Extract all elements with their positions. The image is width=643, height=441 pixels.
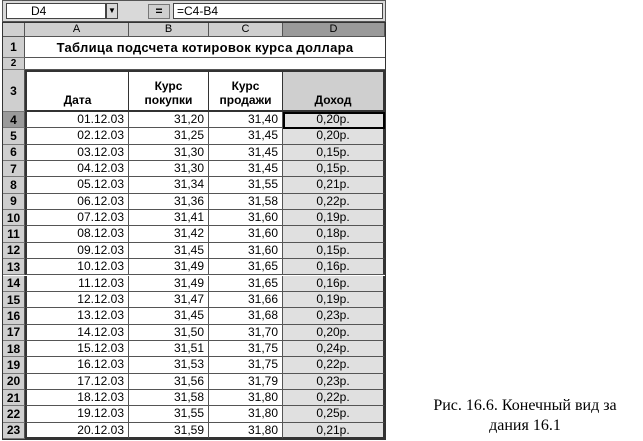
cell-income[interactable]: 0,19р. [283, 292, 385, 308]
cell-date[interactable]: 02.12.03 [25, 128, 129, 144]
cell-buy-rate[interactable]: 31,59 [129, 423, 209, 439]
cell-income[interactable]: 0,19р. [283, 210, 385, 226]
row-header-7[interactable]: 7 [3, 161, 25, 177]
cell-sell-rate[interactable]: 31,60 [209, 210, 283, 226]
cell-sell-rate[interactable]: 31,80 [209, 406, 283, 422]
cell-sell-rate[interactable]: 31,80 [209, 390, 283, 406]
row-header-14[interactable]: 14 [3, 276, 25, 292]
cell-income[interactable]: 0,23р. [283, 374, 385, 390]
cell-date[interactable]: 06.12.03 [25, 194, 129, 210]
cell-sell-rate[interactable]: 31,60 [209, 226, 283, 242]
cell-date[interactable]: 05.12.03 [25, 177, 129, 193]
column-header-c[interactable]: C [209, 23, 283, 37]
row-header-22[interactable]: 22 [3, 406, 25, 422]
cell-sell-rate[interactable]: 31,65 [209, 259, 283, 275]
name-box[interactable]: D4 [6, 3, 106, 19]
cell-date[interactable]: 08.12.03 [25, 226, 129, 242]
row-header-3[interactable]: 3 [3, 70, 25, 112]
cell-buy-rate[interactable]: 31,49 [129, 276, 209, 292]
cell-buy-rate[interactable]: 31,55 [129, 406, 209, 422]
column-header-a[interactable]: A [25, 23, 129, 37]
cell-date[interactable]: 20.12.03 [25, 423, 129, 439]
select-all-corner[interactable] [3, 23, 25, 37]
cell-date[interactable]: 17.12.03 [25, 374, 129, 390]
cell-sell-rate[interactable]: 31,70 [209, 325, 283, 341]
cell-sell-rate[interactable]: 31,45 [209, 145, 283, 161]
cell-sell-rate[interactable]: 31,75 [209, 357, 283, 373]
cell-date[interactable]: 13.12.03 [25, 308, 129, 324]
header-buy-rate[interactable]: Курс покупки [129, 70, 209, 112]
row-header-21[interactable]: 21 [3, 390, 25, 406]
cell-sell-rate[interactable]: 31,45 [209, 161, 283, 177]
blank-row[interactable] [25, 58, 385, 70]
row-header-1[interactable]: 1 [3, 37, 25, 58]
cell-income[interactable]: 0,20р. [283, 325, 385, 341]
cell-date[interactable]: 04.12.03 [25, 161, 129, 177]
cell-sell-rate[interactable]: 31,68 [209, 308, 283, 324]
row-header-10[interactable]: 10 [3, 210, 25, 226]
row-header-23[interactable]: 23 [3, 423, 25, 439]
cell-date[interactable]: 09.12.03 [25, 243, 129, 259]
cell-buy-rate[interactable]: 31,56 [129, 374, 209, 390]
cell-income[interactable]: 0,22р. [283, 357, 385, 373]
cell-sell-rate[interactable]: 31,75 [209, 341, 283, 357]
cell-sell-rate[interactable]: 31,55 [209, 177, 283, 193]
row-header-8[interactable]: 8 [3, 177, 25, 193]
formula-input[interactable]: =C4-B4 [173, 3, 383, 19]
edit-formula-button[interactable]: = [148, 4, 170, 19]
row-header-12[interactable]: 12 [3, 243, 25, 259]
cell-income[interactable]: 0,15р. [283, 145, 385, 161]
cell-income[interactable]: 0,24р. [283, 341, 385, 357]
row-header-13[interactable]: 13 [3, 259, 25, 275]
cell-date[interactable]: 19.12.03 [25, 406, 129, 422]
cell-date[interactable]: 12.12.03 [25, 292, 129, 308]
cell-buy-rate[interactable]: 31,45 [129, 243, 209, 259]
cell-income[interactable]: 0,22р. [283, 194, 385, 210]
row-header-17[interactable]: 17 [3, 325, 25, 341]
spreadsheet-grid [2, 22, 386, 440]
caption-line-2: дания 16.1 [489, 417, 561, 434]
cell-buy-rate[interactable]: 31,47 [129, 292, 209, 308]
cell-buy-rate[interactable]: 31,34 [129, 177, 209, 193]
cell-buy-rate[interactable]: 31,30 [129, 161, 209, 177]
cell-buy-rate[interactable]: 31,30 [129, 145, 209, 161]
row-header-19[interactable]: 19 [3, 357, 25, 373]
cell-income[interactable]: 0,16р. [283, 259, 385, 275]
cell-sell-rate[interactable]: 31,58 [209, 194, 283, 210]
cell-income[interactable]: 0,16р. [283, 276, 385, 292]
row-header-16[interactable]: 16 [3, 308, 25, 324]
cell-income[interactable]: 0,22р. [283, 390, 385, 406]
header-date[interactable]: Дата [25, 70, 129, 112]
cell-income[interactable]: 0,20р. [283, 128, 385, 144]
cell-income[interactable]: 0,21р. [283, 177, 385, 193]
cell-buy-rate[interactable]: 31,36 [129, 194, 209, 210]
cell-income[interactable]: 0,15р. [283, 161, 385, 177]
cell-date[interactable]: 07.12.03 [25, 210, 129, 226]
figure-caption [408, 396, 642, 436]
cell-buy-rate[interactable]: 31,20 [129, 112, 209, 128]
cell-sell-rate[interactable]: 31,65 [209, 276, 283, 292]
cell-income[interactable]: 0,21р. [283, 423, 385, 439]
cell-sell-rate[interactable]: 31,79 [209, 374, 283, 390]
cell-sell-rate[interactable]: 31,80 [209, 423, 283, 439]
cell-buy-rate[interactable]: 31,51 [129, 341, 209, 357]
formula-bar [2, 0, 386, 22]
caption-line-1: Рис. 16.6. Конечный вид за [433, 397, 617, 414]
row-header-5[interactable]: 5 [3, 128, 25, 144]
sheet-title[interactable]: Таблица подсчета котировок курса доллара [25, 37, 385, 58]
cell-date[interactable]: 03.12.03 [25, 145, 129, 161]
header-income[interactable]: Доход [283, 70, 385, 112]
cell-sell-rate[interactable]: 31,60 [209, 243, 283, 259]
cell-sell-rate[interactable]: 31,66 [209, 292, 283, 308]
cell-date[interactable]: 16.12.03 [25, 357, 129, 373]
cell-date[interactable]: 14.12.03 [25, 325, 129, 341]
cell-buy-rate[interactable]: 31,25 [129, 128, 209, 144]
row-header-6[interactable]: 6 [3, 145, 25, 161]
cell-buy-rate[interactable]: 31,53 [129, 357, 209, 373]
cell-date[interactable]: 18.12.03 [25, 390, 129, 406]
cell-income[interactable]: 0,25р. [283, 406, 385, 422]
cell-buy-rate[interactable]: 31,45 [129, 308, 209, 324]
cell-income[interactable]: 0,15р. [283, 243, 385, 259]
cell-buy-rate[interactable]: 31,58 [129, 390, 209, 406]
cell-sell-rate[interactable]: 31,40 [209, 112, 283, 128]
cell-buy-rate[interactable]: 31,49 [129, 259, 209, 275]
row-header-20[interactable]: 20 [3, 374, 25, 390]
cell-date[interactable]: 10.12.03 [25, 259, 129, 275]
cell-date[interactable]: 01.12.03 [25, 112, 129, 128]
row-header-18[interactable]: 18 [3, 341, 25, 357]
name-box-dropdown-icon[interactable]: ▼ [106, 3, 118, 19]
cell-buy-rate[interactable]: 31,41 [129, 210, 209, 226]
cell-date[interactable]: 15.12.03 [25, 341, 129, 357]
cell-income[interactable]: 0,18р. [283, 226, 385, 242]
row-header-11[interactable]: 11 [3, 226, 25, 242]
header-sell-rate[interactable]: Курс продажи [209, 70, 283, 112]
cell-income[interactable]: 0,23р. [283, 308, 385, 324]
row-header-15[interactable]: 15 [3, 292, 25, 308]
cell-buy-rate[interactable]: 31,42 [129, 226, 209, 242]
cell-income[interactable]: 0,20р. [283, 112, 385, 128]
row-header-4[interactable]: 4 [3, 112, 25, 128]
row-header-9[interactable]: 9 [3, 194, 25, 210]
cell-sell-rate[interactable]: 31,45 [209, 128, 283, 144]
column-header-d[interactable]: D [283, 23, 385, 37]
cell-date[interactable]: 11.12.03 [25, 276, 129, 292]
row-header-2[interactable]: 2 [3, 58, 25, 70]
column-header-b[interactable]: B [129, 23, 209, 37]
cell-buy-rate[interactable]: 31,50 [129, 325, 209, 341]
